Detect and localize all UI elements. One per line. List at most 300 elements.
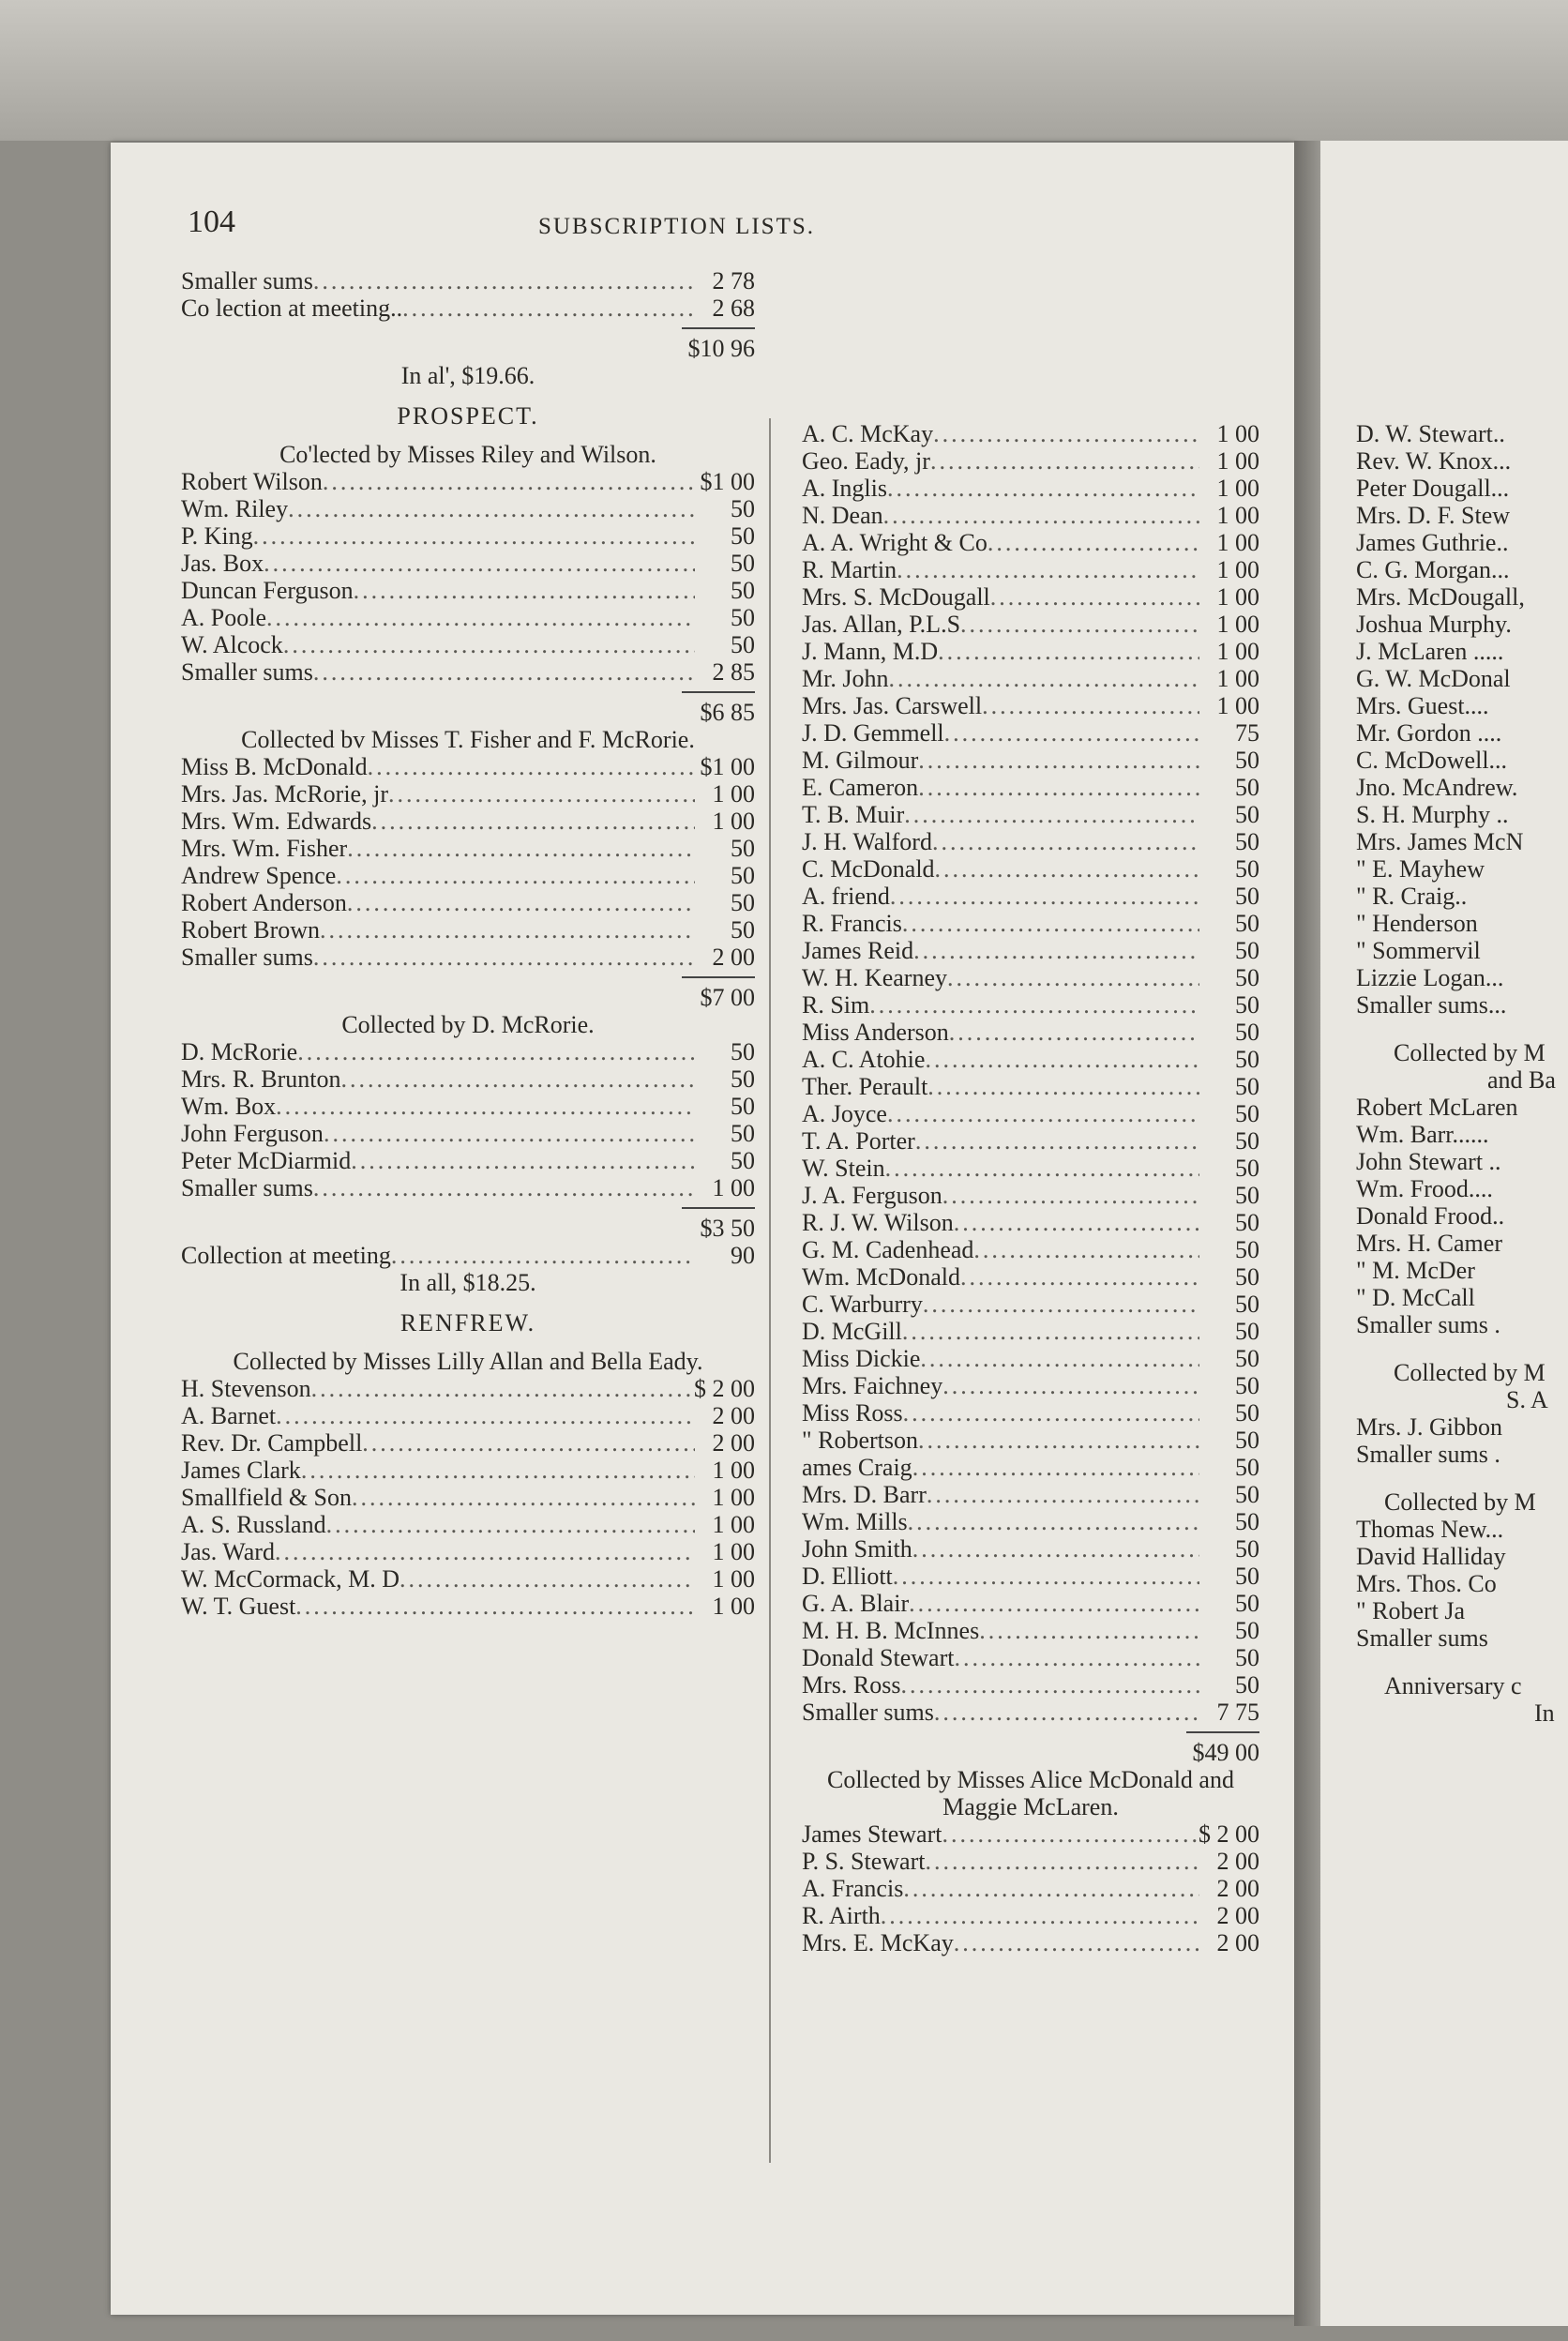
subscriber-name: " R. Craig..: [1356, 883, 1468, 910]
subscriber-name: Mr. Gordon ....: [1356, 719, 1502, 747]
amount: 50: [1235, 1263, 1259, 1291]
list-item: [802, 1875, 1259, 1902]
subscriber-name: Mrs. James McN: [1356, 828, 1524, 855]
subscriber-name: C. G. Morgan...: [1356, 556, 1510, 583]
subscriber-name: Mrs. J. Gibbon: [1356, 1413, 1503, 1441]
leader-dots: [954, 1209, 1199, 1236]
amount: 1 00: [712, 1174, 755, 1201]
amount: 50: [1235, 1046, 1259, 1073]
subscriber-name: J. A. Ferguson: [802, 1182, 942, 1209]
list-item: [1356, 447, 1568, 475]
list-item: [802, 1454, 1259, 1481]
subscriber-name: Mrs. Ross: [802, 1671, 901, 1699]
list-item: [1356, 937, 1568, 964]
amount: 2 00: [1216, 1929, 1259, 1956]
leader-dots: [988, 529, 1199, 556]
subscriber-name: Mrs. Wm. Edwards: [181, 808, 372, 835]
list-item: [802, 1019, 1259, 1046]
subscriber-name: Jas. Box: [181, 550, 264, 577]
list-item: [802, 719, 1259, 747]
list-item: [1356, 1570, 1568, 1597]
subscriber-name: Peter McDiarmid: [181, 1147, 352, 1174]
leader-dots: [982, 692, 1199, 719]
subscriber-name: James Reid: [802, 937, 914, 964]
subscriber-name: Mrs. E. McKay: [802, 1929, 954, 1956]
subscriber-name: John Stewart ..: [1356, 1148, 1501, 1175]
amount: 75: [1235, 719, 1259, 747]
subscriber-name: M. Gilmour: [802, 747, 919, 774]
subscriber-name: Smaller sums: [181, 267, 313, 295]
subscriber-name: Wm. Frood....: [1356, 1175, 1493, 1202]
list-item: [1356, 719, 1568, 747]
amount: 50: [731, 1147, 755, 1174]
leader-dots: [960, 1263, 1199, 1291]
list-item: [1356, 1202, 1568, 1230]
amount: 50: [1235, 1590, 1259, 1617]
leader-dots: [903, 1875, 1199, 1902]
leader-dots: [264, 550, 695, 577]
list-item: [181, 604, 755, 631]
list-item: [181, 780, 755, 808]
amount: 2 00: [1216, 1875, 1259, 1902]
leader-dots: [944, 719, 1199, 747]
subscriber-name: Miss Dickie: [802, 1345, 921, 1372]
list-item: [1356, 883, 1568, 910]
leader-dots: [391, 1242, 695, 1269]
leader-dots: [913, 937, 1199, 964]
amount: $ 2 00: [694, 1375, 755, 1402]
middle-column: [802, 420, 1259, 1956]
amount: 50: [1235, 937, 1259, 964]
amount: 50: [1235, 991, 1259, 1019]
subscriber-name: Mrs. H. Camer: [1356, 1230, 1502, 1257]
amount: $1 00: [700, 753, 755, 780]
leader-dots: [923, 1291, 1199, 1318]
subscriber-name: A. C. Atohie: [802, 1046, 926, 1073]
amount: 50: [731, 916, 755, 944]
amount: 50: [731, 495, 755, 522]
subscriber-name: " Robert Ja: [1356, 1597, 1466, 1624]
amount: 1 00: [712, 1565, 755, 1593]
total: $7 00: [700, 984, 755, 1011]
amount: 50: [1235, 1100, 1259, 1127]
leader-dots: [890, 883, 1199, 910]
in-all-total: In al', $19.66.: [400, 362, 535, 389]
leader-dots: [313, 944, 695, 971]
collector-line: Collected by Misses Lilly Allan and Bella Eady.: [233, 1348, 703, 1375]
list-item: [181, 1457, 755, 1484]
subscriber-list: [1356, 1413, 1568, 1468]
list-item: [802, 1263, 1259, 1291]
subscriber-name: Mrs. D. F. Stew: [1356, 502, 1511, 529]
list-item: [802, 583, 1259, 611]
sum-rule: [1186, 1731, 1259, 1733]
leader-dots: [883, 502, 1199, 529]
amount: 2 00: [712, 944, 755, 971]
list-item: [181, 889, 755, 916]
subscriber-list: [181, 1038, 755, 1201]
leader-dots: [900, 1671, 1199, 1699]
list-item: [1356, 1121, 1568, 1148]
collector-line: Collected by M: [1384, 1488, 1536, 1516]
list-item: [181, 1147, 755, 1174]
leader-dots: [904, 801, 1199, 828]
amount: 50: [1235, 1671, 1259, 1699]
list-item: [1356, 1148, 1568, 1175]
leader-dots: [881, 1902, 1199, 1929]
amount: 50: [1235, 1563, 1259, 1590]
list-item: [1356, 774, 1568, 801]
list-item: [1356, 910, 1568, 937]
list-item: [802, 1291, 1259, 1318]
list-item: [1356, 420, 1568, 447]
running-head: SUBSCRIPTION LISTS.: [538, 214, 815, 239]
subscriber-name: Wm. Box: [181, 1093, 277, 1120]
amount: 1 00: [1216, 611, 1259, 638]
list-item: [181, 1511, 755, 1538]
subscriber-name: Smaller sums: [802, 1699, 934, 1726]
subscriber-name: J. D. Gemmell: [802, 719, 944, 747]
subscriber-name: A. Barnet: [181, 1402, 277, 1429]
list-item: [802, 420, 1259, 447]
subscriber-name: P. S. Stewart: [802, 1848, 926, 1875]
leader-dots: [388, 780, 695, 808]
subscriber-name: Rev. W. Knox...: [1356, 447, 1512, 475]
leader-dots: [400, 1565, 695, 1593]
subscriber-name: Smaller sums: [181, 658, 313, 686]
subscriber-name: R. J. W. Wilson: [802, 1209, 954, 1236]
leader-dots: [918, 774, 1199, 801]
subscriber-name: G. A. Blair: [802, 1590, 910, 1617]
total: $3 50: [700, 1215, 755, 1242]
list-item: [802, 774, 1259, 801]
list-item: [802, 1236, 1259, 1263]
amount: 2 85: [712, 658, 755, 686]
subscriber-name: A. Poole: [181, 604, 266, 631]
list-item: [1356, 1624, 1568, 1652]
subscriber-name: Mrs. Jas. McRorie, jr: [181, 780, 388, 808]
top-rows: [181, 267, 755, 322]
leader-dots: [371, 808, 695, 835]
subscriber-name: John Smith: [802, 1535, 912, 1563]
subscriber-name: A. Francis: [802, 1875, 904, 1902]
total: $10 96: [687, 335, 755, 362]
amount: 50: [1235, 1617, 1259, 1644]
amount: 50: [1235, 1209, 1259, 1236]
leader-dots: [927, 1073, 1199, 1100]
list-item: [802, 556, 1259, 583]
subscriber-name: Mrs. Faichney: [802, 1372, 943, 1399]
total: $6 85: [700, 699, 755, 726]
subscriber-name: " D. McCall: [1356, 1284, 1475, 1311]
leader-dots: [323, 468, 695, 495]
amount: 50: [1235, 910, 1259, 937]
leader-dots: [354, 577, 695, 604]
amount: 1 00: [712, 1484, 755, 1511]
amount: 50: [1235, 1155, 1259, 1182]
leader-dots: [930, 447, 1199, 475]
list-item: [1356, 1543, 1568, 1570]
subscriber-name: H. Stevenson: [181, 1375, 311, 1402]
list-item: [802, 937, 1259, 964]
leader-dots: [295, 1593, 695, 1620]
list-item: [1356, 1516, 1568, 1543]
subscriber-name: A. C. McKay: [802, 420, 934, 447]
list-item: [802, 1372, 1259, 1399]
subscriber-name: Rev. Dr. Campbell: [181, 1429, 363, 1457]
subscriber-name: Smaller sums .: [1356, 1311, 1500, 1338]
amount: 50: [731, 862, 755, 889]
subscriber-name: W. Stein: [802, 1155, 885, 1182]
subscriber-name: Duncan Ferguson: [181, 577, 354, 604]
subscriber-name: Mrs. Jas. Carswell: [802, 692, 983, 719]
anniversary-line: Anniversary c: [1384, 1672, 1522, 1699]
list-item: [1356, 964, 1568, 991]
subscriber-name: " E. Mayhew: [1356, 855, 1485, 883]
list-item: [1356, 828, 1568, 855]
amount: 50: [1235, 1127, 1259, 1155]
list-item: [1356, 855, 1568, 883]
collector-line: Collected by M: [1394, 1039, 1545, 1066]
subscriber-name: Smaller sums: [181, 944, 313, 971]
leader-dots: [362, 1429, 695, 1457]
subscriber-name: W. T. Guest: [181, 1593, 296, 1620]
subscriber-name: Smaller sums...: [1356, 991, 1507, 1019]
amount: 1 00: [1216, 529, 1259, 556]
list-item: [181, 1429, 755, 1457]
subscriber-list: [1356, 1516, 1568, 1652]
leader-dots: [320, 916, 695, 944]
amount: 50: [731, 577, 755, 604]
list-item: [802, 1155, 1259, 1182]
list-item: [181, 753, 755, 780]
subscriber-name: " Henderson: [1356, 910, 1478, 937]
amount: 50: [1235, 1427, 1259, 1454]
subscriber-name: Donald Stewart: [802, 1644, 955, 1671]
leader-dots: [954, 1929, 1199, 1956]
list-item: [802, 1590, 1259, 1617]
leader-dots: [938, 638, 1199, 665]
subscriber-name: Smaller sums: [181, 1174, 313, 1201]
list-item: [802, 1617, 1259, 1644]
subscriber-name: E. Cameron: [802, 774, 919, 801]
subscriber-name: S. H. Murphy ..: [1356, 801, 1509, 828]
subscriber-name: M. H. B. McInnes: [802, 1617, 980, 1644]
leader-dots: [313, 658, 695, 686]
subscriber-name: " M. McDer: [1356, 1257, 1475, 1284]
list-item: [802, 1100, 1259, 1127]
amount: 1 00: [712, 1593, 755, 1620]
subscriber-name: D. W. Stewart..: [1356, 420, 1505, 447]
leader-dots: [920, 1345, 1199, 1372]
list-item: [181, 658, 755, 686]
list-item: [802, 964, 1259, 991]
subscriber-name: Ther. Perault: [802, 1073, 928, 1100]
list-item: [181, 468, 755, 495]
list-item: [802, 1644, 1259, 1671]
list-item: [802, 747, 1259, 774]
list-item: [181, 808, 755, 835]
subscriber-name: James Clark: [181, 1457, 301, 1484]
leader-dots: [918, 1427, 1199, 1454]
leader-dots: [915, 1127, 1199, 1155]
list-item: [181, 550, 755, 577]
page-number: 104: [188, 204, 235, 239]
sum-rule: [682, 1207, 755, 1209]
list-item: [181, 1093, 755, 1120]
subscriber-name: A. S. Russland: [181, 1511, 326, 1538]
list-item: [1356, 1175, 1568, 1202]
leader-dots: [324, 1120, 695, 1147]
amount: 50: [1235, 1318, 1259, 1345]
leader-dots: [990, 583, 1199, 611]
amount: 50: [1235, 801, 1259, 828]
amount: 50: [731, 1065, 755, 1093]
amount: 50: [1235, 1644, 1259, 1671]
section-heading: PROSPECT.: [397, 402, 539, 430]
list-item: [1356, 991, 1568, 1019]
leader-dots: [276, 1402, 695, 1429]
list-item: [802, 855, 1259, 883]
subscriber-name: Wm. Barr......: [1356, 1121, 1489, 1148]
leader-dots: [918, 747, 1199, 774]
list-item: [181, 1174, 755, 1201]
total: $49 00: [1192, 1739, 1259, 1766]
subscriber-name: Smaller sums .: [1356, 1441, 1500, 1468]
list-item: [802, 828, 1259, 855]
list-item: [802, 638, 1259, 665]
list-item: [1356, 502, 1568, 529]
subscriber-name: W. Alcock: [181, 631, 283, 658]
subscriber-name: A. Joyce: [802, 1100, 887, 1127]
collector-line: Collected by Misses Alice McDonald and Maggie McLaren.: [827, 1766, 1234, 1820]
subscriber-name: " Robertson: [802, 1427, 918, 1454]
leader-dots: [909, 1590, 1199, 1617]
leader-dots: [368, 753, 695, 780]
subscriber-name: Robert Wilson: [181, 468, 323, 495]
leader-dots: [275, 1538, 695, 1565]
amount: 50: [1235, 1481, 1259, 1508]
list-item: [181, 522, 755, 550]
list-item: [1356, 747, 1568, 774]
subscriber-name: James Stewart: [802, 1820, 942, 1848]
list-item: [802, 1671, 1259, 1699]
section-heading: RENFREW.: [400, 1309, 536, 1337]
list-item: [181, 631, 755, 658]
in-all-total: In all, $18.25.: [400, 1269, 536, 1296]
subscriber-name: J. H. Walford: [802, 828, 932, 855]
leader-dots: [973, 1236, 1199, 1263]
list-item: [802, 1508, 1259, 1535]
leader-dots: [311, 1375, 694, 1402]
amount: 50: [1235, 964, 1259, 991]
leader-dots: [912, 1454, 1199, 1481]
list-item: [181, 862, 755, 889]
list-item: [181, 835, 755, 862]
list-item: [1356, 1597, 1568, 1624]
amount: 50: [1235, 1372, 1259, 1399]
list-item: [802, 1699, 1259, 1726]
leader-dots: [903, 1399, 1199, 1427]
subscriber-name: C. McDowell...: [1356, 747, 1508, 774]
subscriber-name: W. H. Kearney: [802, 964, 947, 991]
list-item: [181, 295, 755, 322]
subscriber-name: J. McLaren .....: [1356, 638, 1504, 665]
sum-rule: [682, 976, 755, 978]
collector-line: S. A: [1506, 1386, 1548, 1413]
list-item: [802, 1820, 1259, 1848]
subscriber-name: Mrs. McDougall,: [1356, 583, 1525, 611]
amount: 2 68: [712, 295, 755, 322]
subscriber-name: Geo. Eady, jr: [802, 447, 930, 475]
list-item: [802, 1318, 1259, 1345]
subscriber-name: Lizzie Logan...: [1356, 964, 1504, 991]
list-item: [181, 1065, 755, 1093]
leader-dots: [301, 1457, 695, 1484]
leader-dots: [942, 1820, 1199, 1848]
amount: 50: [1235, 1345, 1259, 1372]
subscriber-name: G. M. Cadenhead: [802, 1236, 974, 1263]
list-item: [802, 529, 1259, 556]
amount: 50: [1235, 1182, 1259, 1209]
list-item: [181, 944, 755, 971]
leader-dots: [885, 1155, 1199, 1182]
amount: 50: [731, 889, 755, 916]
amount: 50: [1235, 883, 1259, 910]
subscriber-name: David Halliday: [1356, 1543, 1506, 1570]
leader-dots: [897, 556, 1199, 583]
leader-dots: [297, 1038, 695, 1065]
subscriber-name: John Ferguson: [181, 1120, 324, 1147]
amount: 90: [731, 1242, 755, 1269]
subscriber-name: Smaller sums: [1356, 1624, 1488, 1652]
subscriber-name: Mrs. S. McDougall: [802, 583, 990, 611]
amount: 1 00: [712, 808, 755, 835]
amount: 50: [1235, 1535, 1259, 1563]
subscriber-name: Miss B. McDonald: [181, 753, 368, 780]
leader-dots: [347, 889, 695, 916]
leader-dots: [925, 1848, 1199, 1875]
leader-dots: [887, 475, 1199, 502]
amount: 1 00: [712, 780, 755, 808]
list-item: [1356, 638, 1568, 665]
subscriber-name: W. McCormack, M. D: [181, 1565, 400, 1593]
subscriber-list: [802, 420, 1259, 1726]
subscriber-name: D. Elliott: [802, 1563, 893, 1590]
amount: 50: [1235, 1236, 1259, 1263]
list-item: [181, 577, 755, 604]
amount: 50: [1235, 828, 1259, 855]
amount: 50: [731, 550, 755, 577]
leader-dots: [947, 964, 1199, 991]
subscriber-name: Mrs. Guest....: [1356, 692, 1489, 719]
subscriber-name: Robert Anderson: [181, 889, 347, 916]
leader-dots: [934, 1699, 1199, 1726]
list-item: [802, 1535, 1259, 1563]
amount: 1 00: [712, 1511, 755, 1538]
subscriber-name: Mrs. Thos. Co: [1356, 1570, 1497, 1597]
subscriber-name: N. Dean: [802, 502, 883, 529]
list-item: [1356, 1311, 1568, 1338]
leader-dots: [888, 665, 1199, 692]
list-item: [802, 611, 1259, 638]
subscriber-name: Robert McLaren: [1356, 1094, 1518, 1121]
subscriber-name: J. Mann, M.D: [802, 638, 939, 665]
subscriber-name: A. Inglis: [802, 475, 887, 502]
list-item: [1356, 583, 1568, 611]
subscriber-name: Andrew Spence: [181, 862, 337, 889]
subscriber-list: [181, 1375, 755, 1620]
